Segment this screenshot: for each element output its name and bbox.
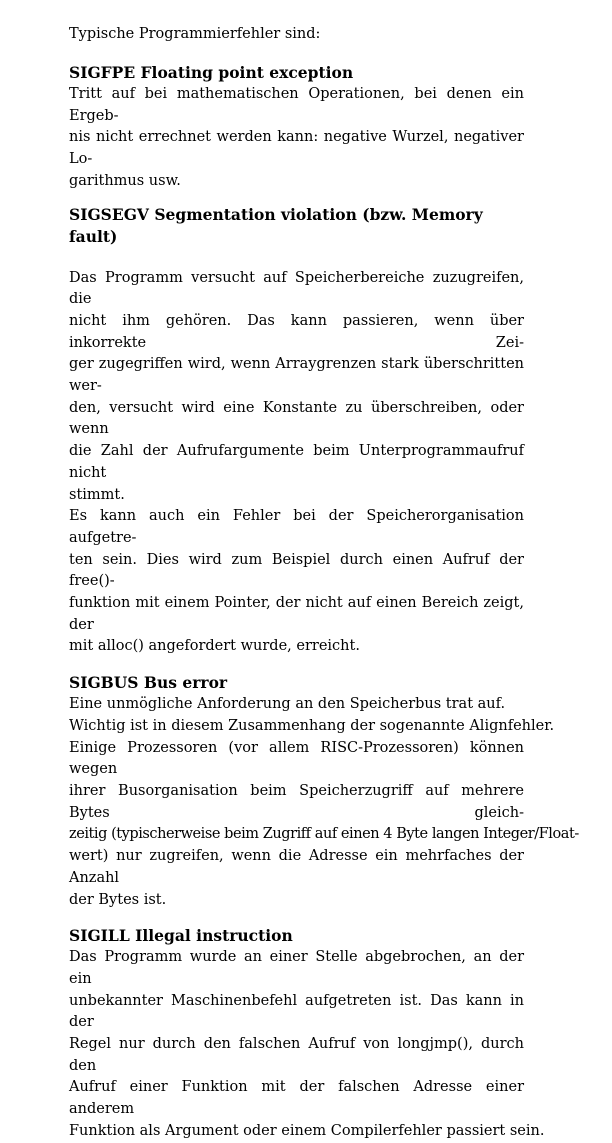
- text-line: der Bytes ist.: [69, 891, 167, 908]
- text-line: Das Programm versucht auf Speicherbereiche zuzugreifen, die: [69, 269, 524, 308]
- text-line: Einige Prozessoren (vor allem RISC-Prozessoren) können wegen: [69, 739, 524, 778]
- text-line: Funktion als Argument oder einem Compilerfehler passiert sein.: [69, 1122, 545, 1139]
- section-heading: SIGFPE Floating point exception: [69, 63, 354, 82]
- text-line: ihrer Busorganisation beim Speicherzugriff auf mehrere Bytes gleich-: [69, 782, 524, 821]
- text-line: Tritt auf bei mathematischen Operationen, bei denen ein Ergeb-: [69, 86, 524, 124]
- paragraph: [69, 738, 579, 912]
- text-line: Das Programm wurde an einer Stelle abgebrochen, an der ein: [69, 949, 524, 987]
- section-heading: SIGILL Illegal instruction: [69, 926, 293, 946]
- paragraph: [69, 716, 555, 738]
- text-line: nicht ihm gehören. Das kann passieren, wenn über inkorrekte Zei-: [69, 312, 524, 351]
- paragraph: [69, 506, 524, 658]
- text-line: ten sein. Dies wird zum Beispiel durch einen Aufruf der free()-: [69, 551, 524, 590]
- document-page: [69, 24, 579, 1143]
- section-heading: SIGSEGV Segmentation violation (bzw. Memory fault): [69, 204, 483, 246]
- text-line: mit alloc() angefordert wurde, erreicht.: [69, 638, 360, 655]
- text-line: wert) nur zugreifen, wenn die Adresse ein mehrfaches der Anzahl: [69, 848, 524, 886]
- text-line: Wichtig ist in diesem Zusammenhang der sogenannte Alignfehler.: [69, 717, 555, 734]
- text-line: die Zahl der Aufrufargumente beim Unterprogrammaufruf nicht: [69, 443, 524, 481]
- text-line: nis nicht errechnet werden kann: negative Wurzel, negativer Lo-: [69, 129, 524, 168]
- paragraph: [69, 694, 524, 716]
- paragraph: [69, 84, 524, 193]
- text-line: Regel nur durch den falschen Aufruf von longjmp(), durch den: [69, 1036, 524, 1074]
- paragraph: [69, 947, 545, 1142]
- text-line: den, versucht wird eine Konstante zu überschreiben, oder wenn: [69, 399, 524, 438]
- text-line: Es kann auch ein Fehler bei der Speicherorganisation aufgetre-: [69, 508, 524, 546]
- text-line: unbekannter Maschinenbefehl aufgetreten ist. Das kann in der: [69, 992, 524, 1031]
- intro-text: Typische Programmierfehler sind:: [69, 26, 321, 42]
- text-line: Aufruf einer Funktion mit der falschen Adresse einer anderem: [69, 1079, 524, 1118]
- section-heading: SIGBUS Bus error: [69, 673, 228, 693]
- text-line: Eine unmögliche Anforderung an den Speicherbus trat auf.: [69, 696, 506, 713]
- text-line: stimmt.: [69, 486, 125, 503]
- text-line: funktion mit einem Pointer, der nicht auf einen Bereich zeigt, der: [69, 595, 524, 633]
- section-sigfpe: [69, 62, 524, 193]
- section-sigill: [69, 925, 545, 1142]
- text-line: zeitig (typischerweise beim Zugriff auf einen 4 Byte langen Integer/Float-: [69, 826, 579, 843]
- text-line: garithmus usw.: [69, 172, 181, 189]
- paragraph: [69, 268, 524, 507]
- text-line: ger zugegriffen wird, wenn Arraygrenzen stark überschritten wer-: [69, 356, 524, 395]
- section-sigsegv: [69, 204, 524, 659]
